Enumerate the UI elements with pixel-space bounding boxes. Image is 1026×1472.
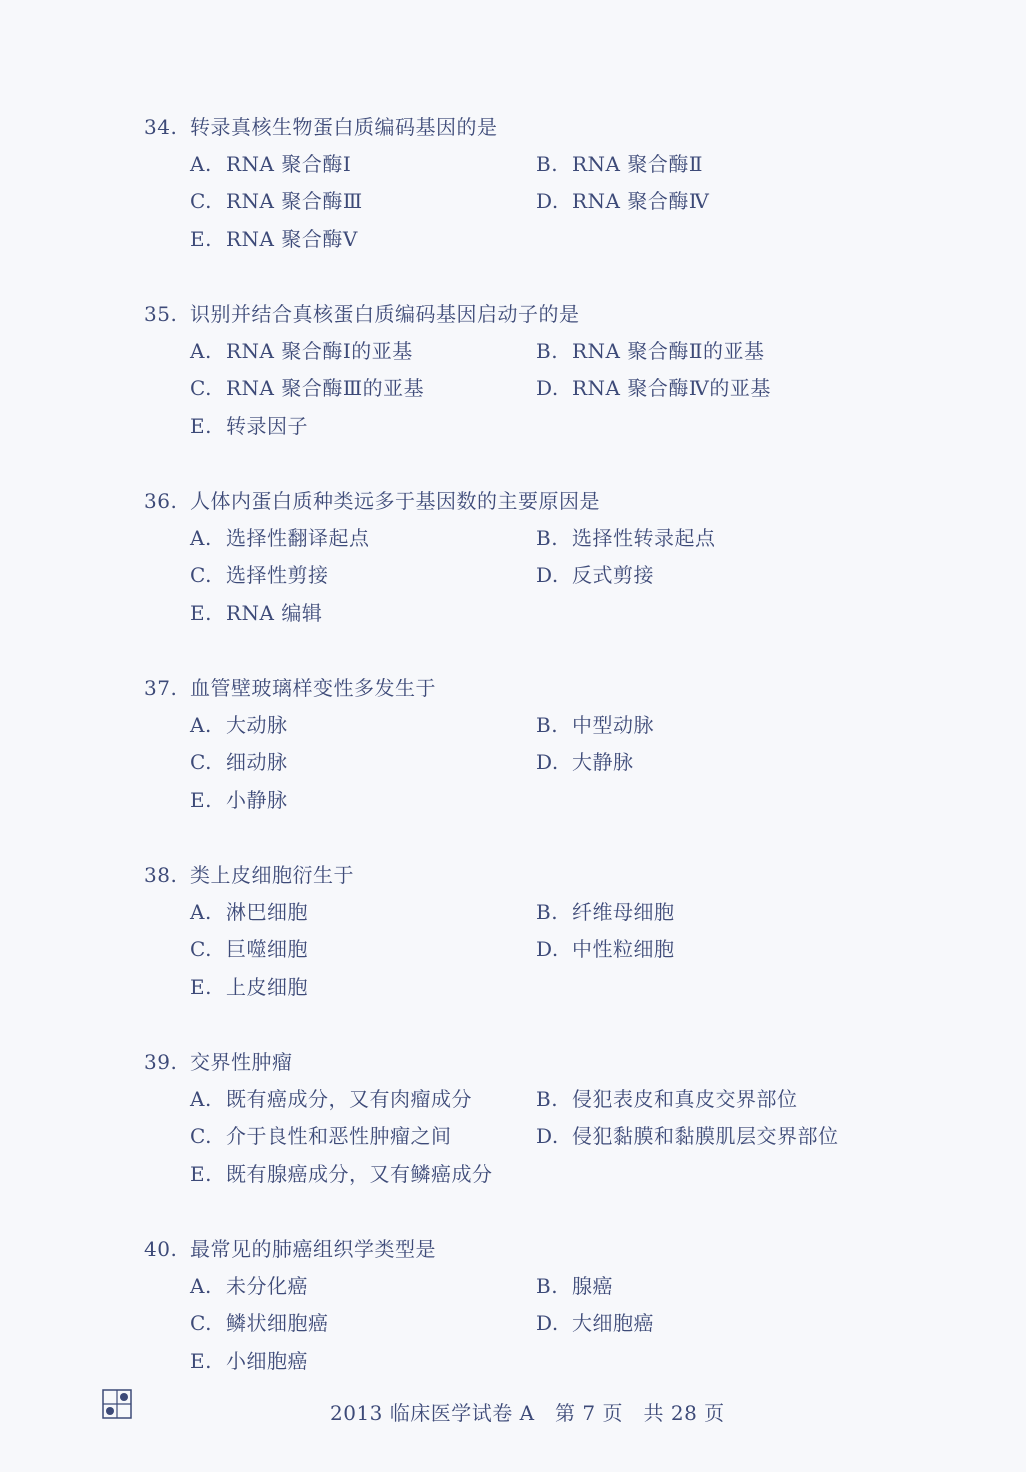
question-text: 识别并结合真核蛋白质编码基因启动子的是 <box>190 302 580 326</box>
option-a: A. 淋巴细胞 <box>190 900 308 924</box>
option-b: B. RNA 聚合酶Ⅱ的亚基 <box>536 339 765 363</box>
option-b: B. 侵犯表皮和真皮交界部位 <box>536 1087 798 1111</box>
option-c: C. 鳞状细胞癌 <box>190 1311 329 1335</box>
option-a: A. 未分化癌 <box>190 1274 308 1298</box>
option-b: B. 选择性转录起点 <box>536 526 716 550</box>
option-c: C. 巨噬细胞 <box>190 937 308 961</box>
option-e: E. RNA 编辑 <box>190 601 323 625</box>
option-e: E. 小细胞癌 <box>190 1349 308 1373</box>
question-stem <box>144 1049 293 1075</box>
question-stem <box>144 488 600 514</box>
option-c: C. RNA 聚合酶Ⅲ <box>190 189 363 213</box>
page-footer <box>0 1400 1026 1430</box>
question-text: 交界性肿瘤 <box>190 1050 293 1074</box>
option-a: A. 大动脉 <box>190 713 288 737</box>
question-number: 34. <box>144 115 178 139</box>
option-e: E. 小静脉 <box>190 788 288 812</box>
footer-page-info: 2013 临床医学试卷 A 第 7 页 共 28 页 <box>330 1401 725 1425</box>
option-e: E. 转录因子 <box>190 414 308 438</box>
option-a: A. RNA 聚合酶Ⅰ <box>190 152 352 176</box>
question-text: 类上皮细胞衍生于 <box>190 863 354 887</box>
option-c: C. RNA 聚合酶Ⅲ的亚基 <box>190 376 425 400</box>
option-a: A. 既有癌成分，又有肉瘤成分 <box>190 1087 472 1111</box>
option-d: D. 中性粒细胞 <box>536 937 675 961</box>
question-stem <box>144 862 354 888</box>
option-b: B. 纤维母细胞 <box>536 900 675 924</box>
option-b: B. RNA 聚合酶Ⅱ <box>536 152 703 176</box>
question-stem <box>144 1236 436 1262</box>
question-number: 35. <box>144 302 178 326</box>
option-d: D. RNA 聚合酶Ⅳ的亚基 <box>536 376 771 400</box>
option-b: B. 中型动脉 <box>536 713 654 737</box>
question-number: 40. <box>144 1237 178 1261</box>
option-e: E. RNA 聚合酶Ⅴ <box>190 227 358 251</box>
option-d: D. 反式剪接 <box>536 563 654 587</box>
option-a: A. RNA 聚合酶Ⅰ的亚基 <box>190 339 413 363</box>
question-number: 36. <box>144 489 178 513</box>
option-e: E. 上皮细胞 <box>190 975 308 999</box>
option-d: D. 大细胞癌 <box>536 1311 654 1335</box>
option-d: D. 侵犯黏膜和黏膜肌层交界部位 <box>536 1124 839 1148</box>
option-a: A. 选择性翻译起点 <box>190 526 370 550</box>
question-number: 38. <box>144 863 178 887</box>
question-number: 37. <box>144 676 178 700</box>
option-c: C. 选择性剪接 <box>190 563 329 587</box>
question-stem <box>144 301 580 327</box>
option-c: C. 介于良性和恶性肿瘤之间 <box>190 1124 452 1148</box>
option-e: E. 既有腺癌成分，又有鳞癌成分 <box>190 1162 493 1186</box>
question-number: 39. <box>144 1050 178 1074</box>
option-b: B. 腺癌 <box>536 1274 613 1298</box>
option-d: D. 大静脉 <box>536 750 634 774</box>
option-d: D. RNA 聚合酶Ⅳ <box>536 189 710 213</box>
question-text: 转录真核生物蛋白质编码基因的是 <box>190 115 498 139</box>
option-c: C. 细动脉 <box>190 750 288 774</box>
question-text: 血管壁玻璃样变性多发生于 <box>190 676 436 700</box>
question-stem <box>144 114 498 140</box>
question-text: 人体内蛋白质种类远多于基因数的主要原因是 <box>190 489 600 513</box>
question-text: 最常见的肺癌组织学类型是 <box>190 1237 436 1261</box>
question-stem <box>144 675 436 701</box>
